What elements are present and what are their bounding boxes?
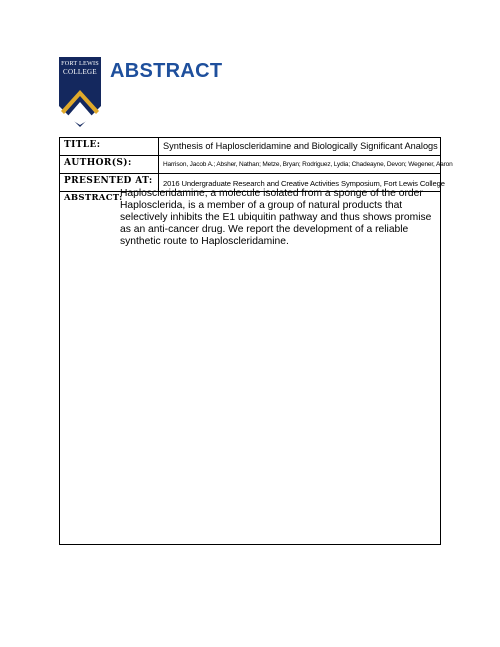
abstract-text: Haploscleridamine, a molecule isolated from a sponge of the order Haplosclerida, is a member of a group of natural products that selectively inhibits the E1 ubiquitin pathway and thus shows promise as an anti-cancer drug. We report the development of a reliable synthetic route to Haploscleridamine. bbox=[120, 188, 432, 247]
authors-row bbox=[60, 156, 453, 174]
column-divider bbox=[158, 156, 159, 173]
presented-label: PRESENTED AT: bbox=[64, 176, 153, 186]
logo-text-line2: COLLEGE bbox=[63, 68, 97, 76]
abstract-label: ABSTRACT: bbox=[64, 193, 123, 203]
column-divider bbox=[158, 138, 159, 155]
authors-value: Harrison, Jacob A.; Absher, Nathan; Metze, Bryan; Rodriguez, Lydia; Chadeayne, Devon; Wegener, Aaron bbox=[163, 161, 453, 168]
page-heading: ABSTRACT bbox=[110, 60, 223, 82]
title-row bbox=[60, 138, 440, 156]
title-value: Synthesis of Haploscleridamine and Biologically Significant Analogs bbox=[163, 141, 438, 151]
presented-value: 2016 Undergraduate Research and Creative Activities Symposium, Fort Lewis College bbox=[163, 178, 445, 188]
logo-text-line1: FORT LEWIS bbox=[61, 60, 99, 67]
college-logo bbox=[59, 57, 101, 127]
authors-label: AUTHOR(S): bbox=[64, 158, 132, 168]
abstract-form bbox=[59, 137, 453, 545]
title-label: TITLE: bbox=[64, 140, 101, 150]
